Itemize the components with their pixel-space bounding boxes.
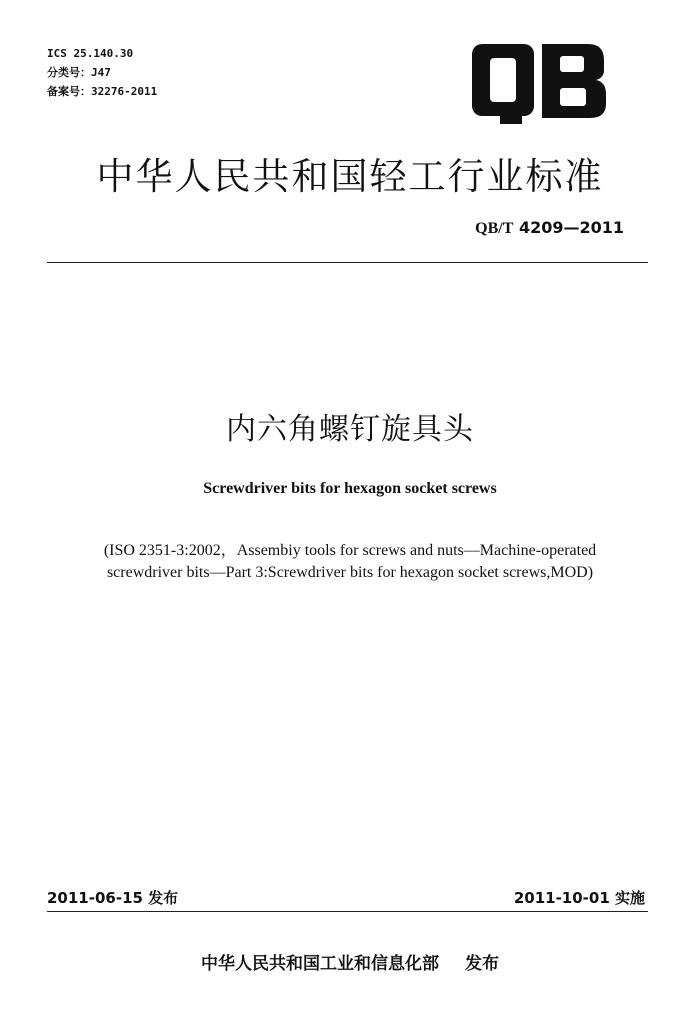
record-number: 备案号：32276-2011 [47, 85, 158, 98]
effective-date: 2011-10-01 实施 [513, 889, 645, 907]
standard-code-prefix: QB/T [475, 220, 514, 237]
publisher-line [0, 949, 700, 974]
iso-reference [40, 540, 660, 584]
iso-reference-line-1: (ISO 2351-3:2002，Assembiy tools for screws and nuts—Machine-operated [103, 542, 597, 559]
classification-block [47, 44, 157, 101]
document-title-zh: 内六角螺钉旋具头 [226, 412, 474, 447]
standard-code [475, 218, 624, 238]
footer-divider [47, 911, 648, 912]
publisher-org: 中华人民共和国工业和信息化部 [201, 954, 439, 974]
org-standard-title: 中华人民共和国轻工行业标准 [96, 155, 604, 198]
issue-date: 2011-06-15 发布 [47, 889, 179, 907]
qb-logo [470, 38, 610, 124]
publisher-action: 发布 [465, 954, 499, 974]
header-divider [47, 262, 648, 263]
document-title-en: Screwdriver bits for hexagon socket screws [203, 480, 497, 497]
category-code: 分类号：J47 [47, 66, 111, 79]
ics-code: ICS 25.140.30 [47, 47, 134, 60]
iso-reference-line-2: screwdriver bits—Part 3:Screwdriver bits for hexagon socket screws,MOD) [106, 564, 594, 581]
standard-code-number: 4209—2011 [518, 218, 624, 237]
